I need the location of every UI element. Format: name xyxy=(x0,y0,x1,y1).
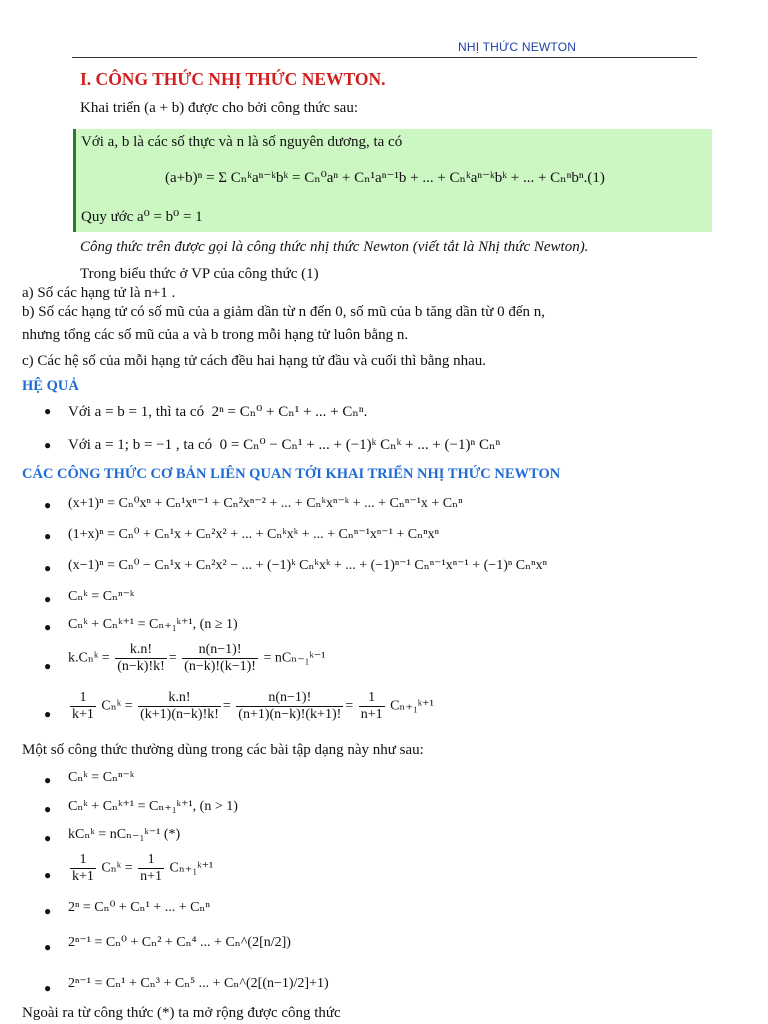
bullet-icon: ● xyxy=(44,620,52,634)
formula-7: $\frac{1}{k+1}$ Cₙᵏ = $\frac{k.n!}{(k+1)(n-k)!k!}$ = $\frac{n(n-1)!}{(n+1)(n-k)!(k+1)!}$ = $\frac{1}{n+1}$ Cₙ₊₁ᵏ⁺¹ xyxy=(72,690,434,722)
f7-fraction-3: $\frac{1}{n+1}$ xyxy=(360,690,383,722)
running-header: NHỊ THỨC NEWTON xyxy=(458,40,577,54)
bullet-icon: ● xyxy=(44,561,52,575)
bullet-icon: ● xyxy=(44,498,52,512)
formula-1: (x+1)ⁿ = Cₙ⁰xⁿ + Cₙ¹xⁿ⁻¹ + Cₙ²xⁿ⁻² + ... + Cₙᵏxⁿ⁻ᵏ + ... + Cₙⁿ⁻¹x + Cₙⁿ xyxy=(68,496,463,511)
section-title: I. CÔNG THỨC NHỊ THỨC NEWTON. xyxy=(80,69,386,89)
he-qua-heading: HỆ QUẢ xyxy=(22,378,79,394)
common-formula-6: 2ⁿ⁻¹ = Cₙ⁰ + Cₙ² + Cₙ⁴ ... + Cₙ^(2[n/2]) xyxy=(68,935,291,950)
formula-5: Cₙᵏ + Cₙᵏ⁺¹ = Cₙ₊₁ᵏ⁺¹, (n ≥ 1) xyxy=(68,617,238,632)
common-formula-4 xyxy=(68,852,213,885)
bullet-icon: ● xyxy=(44,831,52,845)
bullet-icon: ● xyxy=(44,904,52,918)
formula-2: (1+x)ⁿ = Cₙ⁰ + Cₙ¹x + Cₙ²x² + ... + Cₙᵏxᵏ + ... + Cₙⁿ⁻¹xⁿ⁻¹ + Cₙⁿxⁿ xyxy=(68,527,440,542)
common-formula-1: Cₙᵏ = Cₙⁿ⁻ᵏ xyxy=(68,770,135,785)
g4-fraction-1: $\frac{1}{n+1}$ xyxy=(140,852,163,884)
bullet-icon: ● xyxy=(44,802,52,816)
f7-fraction-2: $\frac{n(n-1)!}{(n+1)(n-k)!(k+1)!}$ xyxy=(238,690,342,722)
bullet-icon: ● xyxy=(44,659,52,673)
common-formula-7: 2ⁿ⁻¹ = Cₙ¹ + Cₙ³ + Cₙ⁵ ... + Cₙ^(2[(n−1)/2]+1) xyxy=(68,976,329,991)
item-c: c) Các hệ số của mỗi hạng tử cách đều hai hạng tử đầu và cuối thì bằng nhau. xyxy=(22,353,487,369)
convention: Quy ước a⁰ = b⁰ = 1 xyxy=(81,209,203,225)
f6-right: = nCₙ₋₁ᵏ⁻¹ xyxy=(263,650,326,666)
bullet-icon: ● xyxy=(44,773,52,787)
item-a: a) Số các hạng tử là n+1 . xyxy=(22,285,176,301)
f6-fraction-1: $\frac{k.n!}{(n-k)!k!}$ xyxy=(117,642,165,674)
g4-right: Cₙ₊₁ᵏ⁺¹ xyxy=(169,860,214,876)
common-intro: Một số công thức thường dùng trong các bài tập dạng này như sau: xyxy=(22,742,424,758)
bullet-icon: ● xyxy=(44,404,52,418)
g4-fraction-0: $\frac{1}{k+1}$ xyxy=(72,852,94,884)
f6-fraction-2: $\frac{n(n-1)!}{(n-k)!(k-1)!}$ xyxy=(184,642,256,674)
common-formula-3: kCₙᵏ = nCₙ₋₁ᵏ⁻¹ (*) xyxy=(68,827,181,842)
bullet-icon: ● xyxy=(44,592,52,606)
common-formula-5: 2ⁿ = Cₙ⁰ + Cₙ¹ + ... + Cₙⁿ xyxy=(68,900,210,915)
f6-left: k.Cₙᵏ = xyxy=(68,650,110,666)
vp-intro: Trong biểu thức ở VP của công thức (1) xyxy=(80,266,319,282)
theorem-statement: Với a, b là các số thực và n là số nguyên dương, ta có xyxy=(81,134,403,150)
bullet-icon: ● xyxy=(44,707,52,721)
he-qua-2-prefix: Với a = 1; b = −1 , ta có xyxy=(68,437,213,453)
formula-4: Cₙᵏ = Cₙⁿ⁻ᵏ xyxy=(68,589,135,604)
item-b-line2: nhưng tổng các số mũ của a và b trong mỗi hạng tử luôn bằng n. xyxy=(22,327,409,343)
f7-c: Cₙᵏ = xyxy=(101,698,133,714)
italic-note: Công thức trên được gọi là công thức nhị thức Newton (viết tắt là Nhị thức Newton). xyxy=(80,239,589,255)
basic-heading: CÁC CÔNG THỨC CƠ BẢN LIÊN QUAN TỚI KHAI TRIỂN NHỊ THỨC NEWTON xyxy=(22,466,561,482)
common-formula-2: Cₙᵏ + Cₙᵏ⁺¹ = Cₙ₊₁ᵏ⁺¹, (n > 1) xyxy=(68,799,238,814)
bullet-icon: ● xyxy=(44,981,52,995)
he-qua-2-formula: 0 = Cₙ⁰ − Cₙ¹ + ... + (−1)ᵏ Cₙᵏ + ... + (−1)ⁿ Cₙⁿ xyxy=(219,437,501,453)
f7-fraction-0: $\frac{1}{k+1}$ xyxy=(72,690,94,722)
binomial-formula: (a+b)ⁿ = Σ Cₙᵏaⁿ⁻ᵏbᵏ = Cₙ⁰aⁿ + Cₙ¹aⁿ⁻¹b + ... + Cₙᵏaⁿ⁻ᵏbᵏ + ... + Cₙⁿbⁿ.(1) xyxy=(165,170,605,186)
header-divider xyxy=(72,57,697,58)
bullet-icon: ● xyxy=(44,940,52,954)
formula-3: (x−1)ⁿ = Cₙ⁰ − Cₙ¹x + Cₙ²x² − ... + (−1)ᵏ Cₙᵏxᵏ + ... + (−1)ⁿ⁻¹ Cₙⁿ⁻¹xⁿ⁻¹ + (−1)ⁿ Cₙⁿxⁿ xyxy=(68,558,547,573)
g4-mid: Cₙᵏ = xyxy=(101,860,133,876)
bullet-icon: ● xyxy=(44,868,52,882)
bullet-icon: ● xyxy=(44,529,52,543)
item-b-line1: b) Số các hạng tử có số mũ của a giảm dần từ n đến 0, số mũ của b tăng dần từ 0 đến n, xyxy=(22,304,546,320)
footer-text: Ngoài ra từ công thức (*) ta mở rộng được công thức xyxy=(22,1005,341,1021)
f7-fraction-1: $\frac{k.n!}{(k+1)(n-k)!k!}$ xyxy=(140,690,219,722)
bullet-icon: ● xyxy=(44,438,52,452)
formula-6: k.Cₙᵏ = $\frac{k.n!}{(n-k)!k!}$ = $\frac{n(n-1)!}{(n-k)!(k-1)!}$ = nCₙ₋₁ᵏ⁻¹ xyxy=(68,642,326,674)
f7-right: Cₙ₊₁ᵏ⁺¹ xyxy=(390,698,434,714)
he-qua-1-formula: 2ⁿ = Cₙ⁰ + Cₙ¹ + ... + Cₙⁿ. xyxy=(211,404,368,420)
intro-text: Khai triển (a + b) được cho bởi công thức sau: xyxy=(80,100,359,116)
he-qua-1-prefix: Với a = b = 1, thì ta có xyxy=(68,404,205,420)
